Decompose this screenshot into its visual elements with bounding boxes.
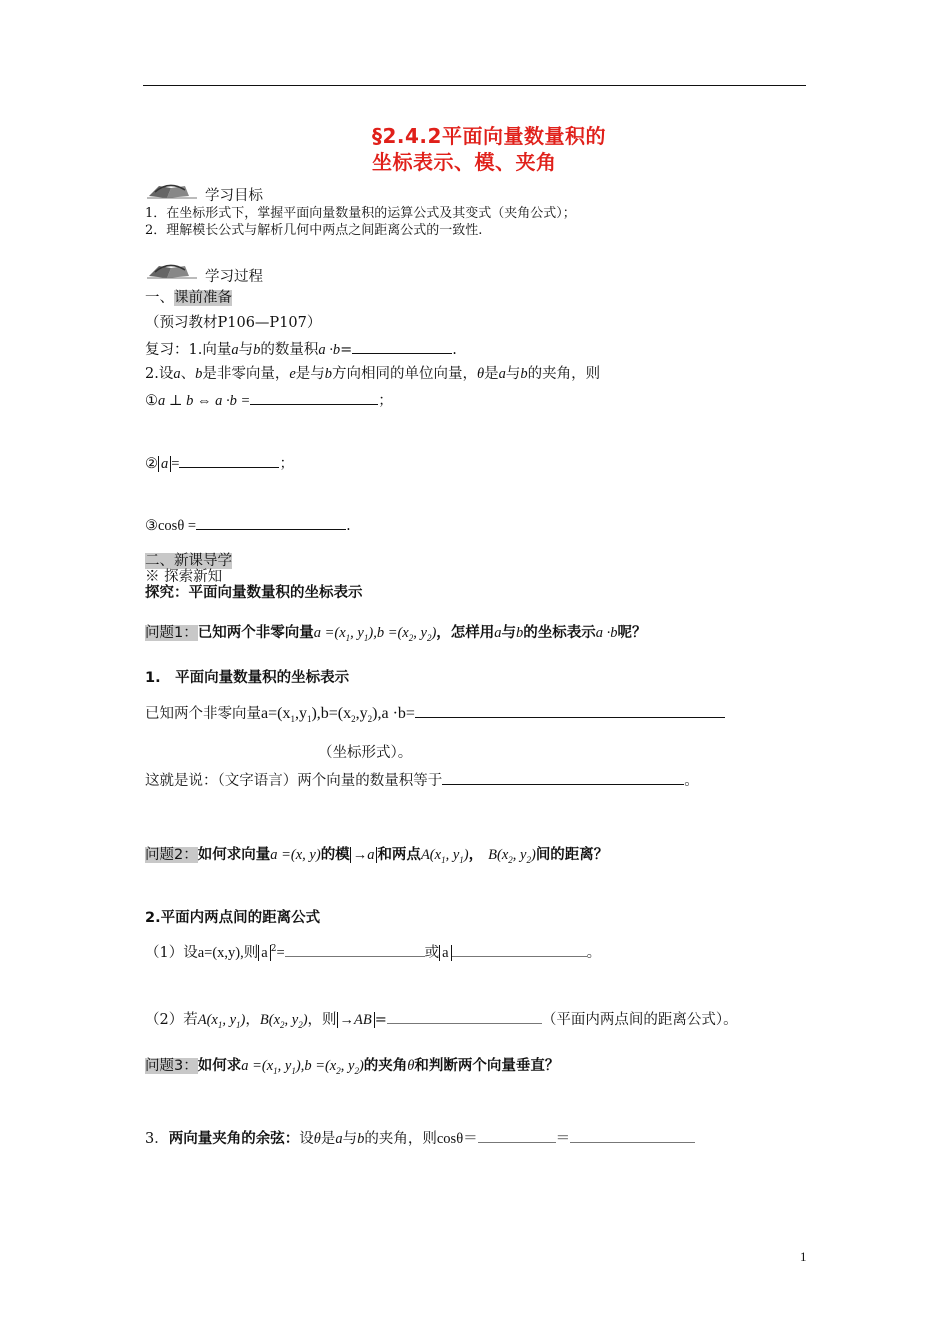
answer-blank: [442, 772, 684, 785]
page-title-line2: 坐标表示、模、夹角: [372, 150, 557, 174]
answer-blank: [570, 1130, 695, 1143]
answer-blank: [179, 455, 279, 468]
preview-note: （预习教材P106—P107）: [145, 315, 322, 331]
answer-blank: [478, 1130, 556, 1143]
part2-heading: 二、新课导学: [145, 553, 232, 569]
part1-heading: 一、课前准备: [145, 290, 232, 306]
sub1-title: 1. 平面向量数量积的坐标表示: [145, 670, 350, 686]
process-heading: 学习过程: [205, 269, 263, 285]
review-line: 复习：1.向量a与b的数量积a ·b= .: [145, 342, 457, 358]
book-icon: [145, 258, 201, 280]
answer-blank: [250, 392, 378, 405]
sub1-coord: （坐标形式）。: [318, 745, 413, 761]
problem-3: 问题3：如何求$a =(x_1$, $y_1),b =(x_2$, $y_2$)的夹角θ和判断两个向量垂直？: [145, 1058, 560, 1076]
answer-blank: [285, 944, 425, 957]
sub1-saying: 这就是说：（文字语言）两个向量的数量积等于 。: [145, 773, 699, 789]
answer-blank: [415, 705, 725, 718]
sub2-title: 2.平面内两点间的距离公式: [145, 910, 321, 926]
header-rule: [143, 85, 806, 86]
sub2-item-1: （1）设a=(x,y),则 a $^2$= 或 a 。: [145, 944, 602, 961]
explore-label: ※ 探索新知: [145, 569, 223, 585]
question-2: 2.设a、b是非零向量，e是与b方向相同的单位向量，θ是a与b的夹角，则: [145, 366, 601, 382]
goal-2: 2．理解模长公式与解析几何中两点之间距离公式的一致性.: [145, 223, 483, 238]
sub2-item-2: （2）若$A(x_1$, $y_1$)，$B(x_2$, $y_2$)，则 →AB = （平面内两点间的距离公式）。: [145, 1012, 738, 1030]
item-1: ①a ⊥ b ⇔ a ·b = ；: [145, 393, 393, 409]
problem-1: 问题1：已知两个非零向量$a =(x_1$, $y_1),b =(x_2$, $y_2$)，怎样用a与b的坐标表示a ·b呢？: [145, 625, 647, 643]
problem-2: 问题2：如何求向量a =(x, y)的模 →a 和两点$A(x_1$, $y_1$)， $B(x_2$, $y_2$)间的距离？: [145, 847, 609, 865]
answer-blank: [387, 1011, 542, 1024]
sub3-line: 3．两向量夹角的余弦：设θ是a与b的夹角，则cosθ＝ ＝: [145, 1130, 695, 1148]
answer-blank: [452, 944, 587, 957]
page-number: 1: [800, 1249, 807, 1264]
sub1-line: 已知两个非零向量$a=(x_1,y_1),b=(x_2,y_2),a \cdot b=$: [145, 704, 725, 725]
page-title-line1: §2.4.2平面向量数量积的: [372, 124, 606, 148]
item-3: ③cosθ = .: [145, 518, 351, 534]
item-2: ② a = ；: [145, 456, 294, 472]
answer-blank: [352, 341, 452, 354]
goals-heading: 学习目标: [205, 188, 263, 204]
answer-blank: [196, 517, 346, 530]
explore-title: 探究：平面向量数量积的坐标表示: [145, 585, 363, 601]
book-icon: [145, 178, 201, 200]
goal-1: 1．在坐标形式下，掌握平面向量数量积的运算公式及其变式（夹角公式）；: [145, 206, 576, 221]
